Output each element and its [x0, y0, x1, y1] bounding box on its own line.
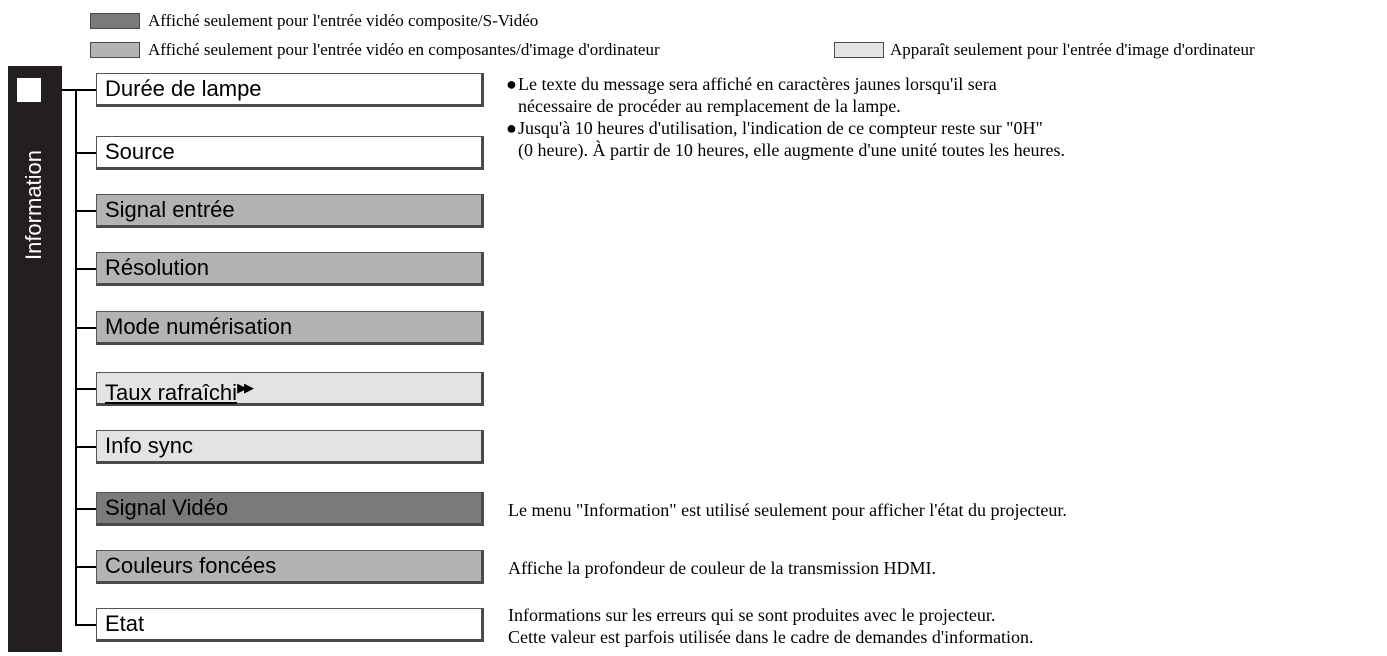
tree-branch — [75, 210, 97, 212]
menu-item-duree-de-lampe — [96, 73, 484, 107]
legend-text-composite: Affiché seulement pour l'entrée vidéo composite/S-Vidéo — [148, 11, 539, 30]
tree-branch — [75, 508, 97, 510]
menu-item-label: Résolution — [105, 255, 209, 280]
menu-item-label: Etat — [105, 611, 145, 636]
menu-item-info-sync — [96, 430, 484, 464]
tree-branch — [75, 388, 97, 390]
menu-item-label: Signal entrée — [105, 197, 235, 222]
menu-item-label: Signal Vidéo — [105, 495, 229, 520]
menu-item-label: Couleurs foncées — [105, 553, 277, 578]
legend-swatch-computer — [834, 42, 884, 58]
legend-text-computer: Apparaît seulement pour l'entrée d'image d'ordinateur — [890, 40, 1255, 59]
menu-square-icon — [17, 78, 41, 102]
menu-item-signal-entree — [96, 194, 484, 228]
menu-item-mode-numerisation — [96, 311, 484, 345]
lamp-note-1-cont: nécessaire de procéder au remplacement de la lampe. — [518, 96, 901, 116]
menu-item-source — [96, 136, 484, 170]
menu-item-etat — [96, 608, 484, 642]
bullet-icon: ● — [506, 118, 517, 138]
tree-branch — [75, 152, 97, 154]
lamp-note-1 — [506, 73, 997, 95]
menu-item-label[interactable]: Taux rafraîchi — [105, 380, 238, 405]
couleurs-foncees-description: Affiche la profondeur de couleur de la transmission HDMI. — [508, 558, 937, 578]
menu-item-signal-video — [96, 492, 484, 526]
tree-branch — [75, 446, 97, 448]
menu-item-resolution — [96, 252, 484, 286]
etat-description-line-2: Cette valeur est parfois utilisée dans le cadre de demandes d'information. — [508, 627, 1034, 647]
legend-text-component: Affiché seulement pour l'entrée vidéo en composantes/d'image d'ordinateur — [148, 40, 660, 59]
etat-description-line-1: Informations sur les erreurs qui se sont produites avec le projecteur. — [508, 605, 996, 625]
legend-swatch-composite — [90, 13, 140, 29]
lamp-note-2-cont: (0 heure). À partir de 10 heures, elle augmente d'une unité toutes les heures. — [518, 140, 1066, 160]
tree-branch — [75, 327, 97, 329]
lamp-note-2 — [506, 117, 1043, 139]
bullet-icon: ● — [506, 74, 517, 94]
lamp-note-1-line-1: Le texte du message sera affiché en caractères jaunes lorsqu'il sera — [518, 74, 997, 94]
menu-item-label: Durée de lampe — [105, 76, 262, 101]
lamp-note-2-line-1: Jusqu'à 10 heures d'utilisation, l'indication de ce compteur reste sur "0H" — [518, 118, 1043, 138]
information-tab-label: Information — [21, 149, 46, 261]
tree-branch — [75, 268, 97, 270]
menu-item-label: Info sync — [105, 433, 194, 458]
tree-branch — [75, 624, 97, 626]
signal-video-description: Le menu "Information" est utilisé seulement pour afficher l'état du projecteur. — [508, 500, 1067, 520]
tree-branch — [62, 89, 96, 91]
legend-swatch-component — [90, 42, 140, 58]
tree-branch — [75, 566, 97, 568]
menu-item-label: Mode numérisation — [105, 314, 293, 339]
menu-item-couleurs-foncees — [96, 550, 484, 584]
menu-item-label: Source — [105, 139, 175, 164]
double-arrow-icon: ▶▶ — [237, 380, 252, 395]
menu-item-taux-rafraichi — [96, 372, 484, 406]
tree-trunk-line — [75, 89, 77, 624]
